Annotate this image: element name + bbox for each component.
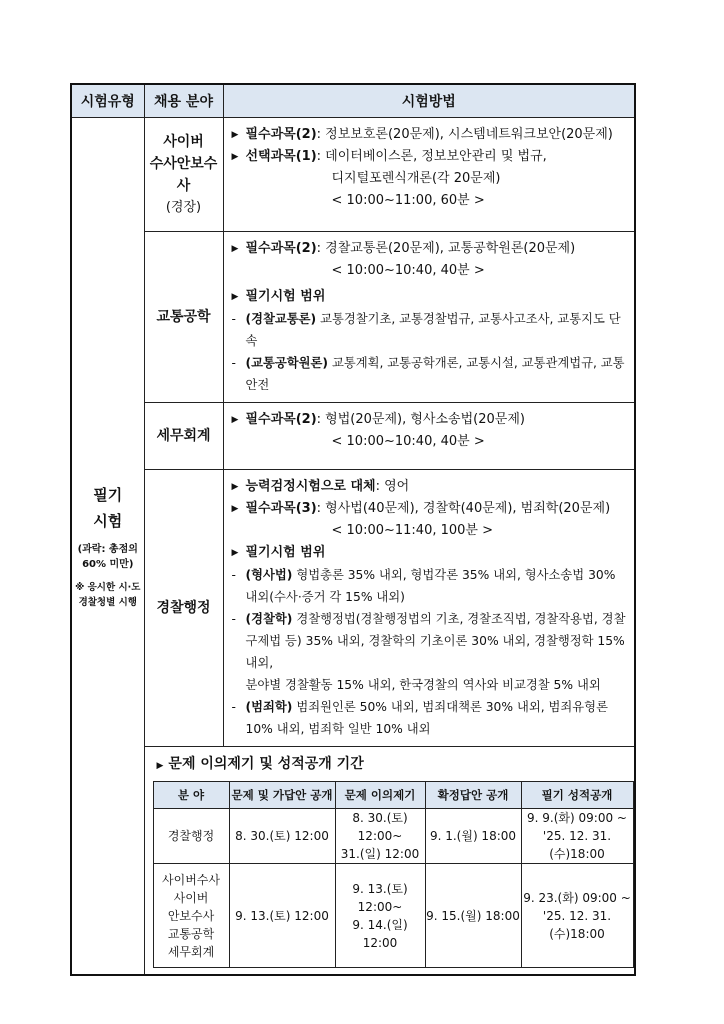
tax-required-text: : 형법(20문제), 형사소송법(20문제): [316, 412, 525, 427]
schedule-title: [145, 747, 635, 777]
exam-type-cell: [71, 118, 144, 976]
police-scope-item3-label: (범죄학): [245, 700, 293, 714]
triangle-bullet-icon: ▶: [231, 415, 239, 425]
police-scope: [232, 542, 629, 564]
police-required-text: : 형사법(40문제), 경찰학(40문제), 범죄학(20문제): [316, 501, 611, 516]
police-scope-label: 필기시험 범위: [245, 545, 326, 560]
table-row: [153, 864, 633, 968]
exam-type-note4: 경찰청별 시행: [78, 597, 137, 608]
row-traffic: [71, 232, 635, 403]
traffic-scope-item2: - (교통공학원론) 교통계획, 교통공학개론, 교통시설, 교통관계법규, 교통안전: [231, 356, 625, 392]
traffic-scope-item1: - (경찰교통론) 교통경찰기초, 교통경찰법규, 교통사고조사, 교통지도 단속: [231, 312, 621, 348]
field-cyber-line2: 수사안보수사: [149, 155, 218, 194]
schedule-title-text: 문제 이의제기 및 성적공개 기간: [168, 756, 364, 772]
schedule-cell: [144, 747, 635, 976]
schedule-header-objection: 문제 이의제기: [335, 782, 425, 809]
schedule-table: [153, 781, 634, 968]
triangle-bullet-icon: ▶: [231, 548, 239, 558]
schedule-row1-draft: 8. 30.(토) 12:00: [229, 809, 335, 864]
method-police: [223, 470, 635, 747]
schedule-row2-field1: 사이버수사: [162, 872, 220, 887]
table-row: [153, 809, 633, 864]
police-time: < 10:00~11:40, 100분 >: [331, 523, 494, 538]
field-cyber-rank: (경장): [165, 199, 202, 215]
field-traffic: 교통공학: [144, 232, 223, 403]
row-cyber: [71, 118, 635, 232]
triangle-bullet-icon: ▶: [231, 244, 239, 254]
schedule-row1-final: 9. 1.(월) 18:00: [425, 809, 521, 864]
triangle-bullet-icon: ▶: [231, 292, 239, 302]
police-scope-item3-text2: 10% 내외, 범죄학 일반 10% 내외: [245, 722, 431, 736]
method-tax: [223, 403, 635, 470]
traffic-scope-label: 필기시험 범위: [245, 289, 326, 304]
police-scope-item1-text1: 형법총론 35% 내외, 형법각론 35% 내외, 형사소송법 30%: [296, 568, 616, 582]
cyber-required: [232, 124, 629, 146]
tax-required: [232, 409, 629, 431]
exam-type-note2: 60% 미만): [82, 559, 134, 570]
schedule-row2-score: [521, 864, 633, 968]
police-scope-item2-text2: 구제법 등) 35% 내외, 경찰학의 기초이론 30% 내외, 경찰행정학 15% 내외,: [245, 634, 625, 670]
triangle-bullet-icon: ▶: [156, 761, 164, 771]
traffic-required: [232, 238, 629, 260]
police-scope-item1-label: (형사법): [245, 568, 293, 582]
triangle-bullet-icon: ▶: [231, 152, 239, 162]
police-required: [232, 498, 629, 520]
cyber-elective-text: : 데이터베이스론, 정보보안관리 및 법규,: [316, 149, 547, 164]
police-scope-item1: - (형사법) 형법총론 35% 내외, 형법각론 35% 내외, 형사소송법 30% 내외(수사·증거 각 15% 내외): [231, 568, 616, 604]
schedule-row2-field2: 사이버: [173, 890, 209, 905]
schedule-row2-objection: [335, 864, 425, 968]
schedule-header-row: [153, 782, 633, 809]
row-police: [71, 470, 635, 747]
police-substitute-label: 능력검정시험으로 대체: [245, 479, 376, 494]
schedule-row1-score-end: '25. 12. 31.(수)18:00: [542, 829, 612, 861]
schedule-row2-final: 9. 15.(월) 18:00: [425, 864, 521, 968]
cyber-elective-cont: 디지털포렌식개론(각 20문제): [331, 171, 501, 186]
schedule-row1-score-start: 9. 9.(화) 09:00 ~: [527, 811, 627, 825]
traffic-scope-item2-label: (교통공학원론): [245, 356, 329, 370]
schedule-row1-field: 경찰행정: [153, 809, 229, 864]
schedule-row1-objection-end: 31.(일) 12:00: [340, 847, 420, 861]
triangle-bullet-icon: ▶: [231, 482, 239, 492]
schedule-row2-objection-start: 9. 13.(토) 12:00~: [352, 881, 408, 914]
tax-time: < 10:00~10:40, 40분 >: [331, 434, 485, 449]
schedule-row1-objection-start: 8. 30.(토) 12:00~: [352, 811, 408, 843]
cyber-required-text: : 정보보호론(20문제), 시스템네트워크보안(20문제): [316, 127, 613, 142]
police-scope-item1-text2: 내외(수사·증거 각 15% 내외): [245, 590, 405, 604]
header-type: 시험유형: [71, 84, 144, 118]
traffic-scope-item2-text: 교통계획, 교통공학개론, 교통시설, 교통관계법규, 교통안전: [245, 356, 625, 392]
police-scope-item2-text1: 경찰행정법(경찰행정법의 기초, 경찰조직법, 경찰작용법, 경찰: [296, 612, 626, 626]
cyber-elective: [232, 146, 629, 168]
field-tax: 세무회계: [144, 403, 223, 470]
schedule-row2-score-start: 9. 23.(화) 09:00 ~: [523, 890, 631, 905]
schedule-header-final: 확정답안 공개: [425, 782, 521, 809]
traffic-required-label: 필수과목(2): [245, 241, 317, 256]
row-tax: [71, 403, 635, 470]
schedule-header-draft: 문제 및 가답안 공개: [229, 782, 335, 809]
traffic-scope: [232, 286, 629, 308]
field-cyber: [144, 118, 223, 232]
schedule-row2-score-end: '25. 12. 31.(수)18:00: [542, 908, 612, 941]
police-scope-item2-text3: 분야별 경찰활동 15% 내외, 한국경찰의 역사와 비교경찰 5% 내외: [245, 678, 601, 692]
schedule-row2-objection-end: 9. 14.(일) 12:00: [352, 917, 408, 950]
schedule-row2-draft: 9. 13.(토) 12:00: [229, 864, 335, 968]
row-schedule: [71, 747, 635, 976]
police-substitute-text: : 영어: [375, 479, 410, 494]
triangle-bullet-icon: ▶: [231, 504, 239, 514]
exam-type-note3: ※ 응시한 시·도: [75, 582, 141, 593]
schedule-row1-score: [521, 809, 633, 864]
police-substitute: [232, 476, 629, 498]
triangle-bullet-icon: ▶: [231, 130, 239, 140]
schedule-row2-field3: 안보수사: [167, 908, 215, 923]
exam-type-note1: (과락: 총점의: [77, 544, 138, 555]
tax-required-label: 필수과목(2): [245, 412, 317, 427]
header-row: [71, 84, 635, 118]
method-traffic: [223, 232, 635, 403]
schedule-row2-field4: 교통공학: [167, 926, 215, 941]
cyber-time: < 10:00~11:00, 60분 >: [331, 193, 485, 208]
field-cyber-line1: 사이버: [163, 133, 204, 150]
police-scope-item3-text1: 범죄원인론 50% 내외, 범죄대책론 30% 내외, 범죄유형론: [296, 700, 608, 714]
traffic-scope-item1-label: (경찰교통론): [245, 312, 317, 326]
cyber-required-label: 필수과목(2): [245, 127, 317, 142]
schedule-row1-objection: [335, 809, 425, 864]
schedule-row2-field5: 세무회계: [167, 944, 215, 959]
schedule-header-field: 분 야: [153, 782, 229, 809]
traffic-required-text: : 경찰교통론(20문제), 교통공학원론(20문제): [316, 241, 576, 256]
exam-type-title2: 시험: [93, 512, 123, 530]
traffic-scope-item1-text: 교통경찰기초, 교통경찰법규, 교통사고조사, 교통지도 단속: [245, 312, 621, 348]
exam-type-title1: 필기: [93, 486, 123, 504]
traffic-time: < 10:00~10:40, 40분 >: [331, 263, 485, 278]
police-scope-item2: - (경찰학) 경찰행정법(경찰행정법의 기초, 경찰조직법, 경찰작용법, 경찰 구제법 등) 35% 내외, 경찰학의 기초이론 30% 내외, 경찰행정학 15% 내외, 분야별 경찰활동 15% 내외, 한국경찰의 역사와 비교경찰 5% 내외: [231, 612, 626, 692]
header-field: 채용 분야: [144, 84, 223, 118]
exam-method-table: [70, 83, 636, 976]
schedule-row2-field: [153, 864, 229, 968]
police-scope-item2-label: (경찰학): [245, 612, 293, 626]
field-police: 경찰행정: [144, 470, 223, 747]
header-method: 시험방법: [223, 84, 635, 118]
police-scope-item3: - (범죄학) 범죄원인론 50% 내외, 범죄대책론 30% 내외, 범죄유형론 10% 내외, 범죄학 일반 10% 내외: [231, 700, 608, 736]
schedule-header-score: 필기 성적공개: [521, 782, 633, 809]
cyber-elective-label: 선택과목(1): [245, 149, 317, 164]
method-cyber: [223, 118, 635, 232]
police-required-label: 필수과목(3): [245, 501, 317, 516]
